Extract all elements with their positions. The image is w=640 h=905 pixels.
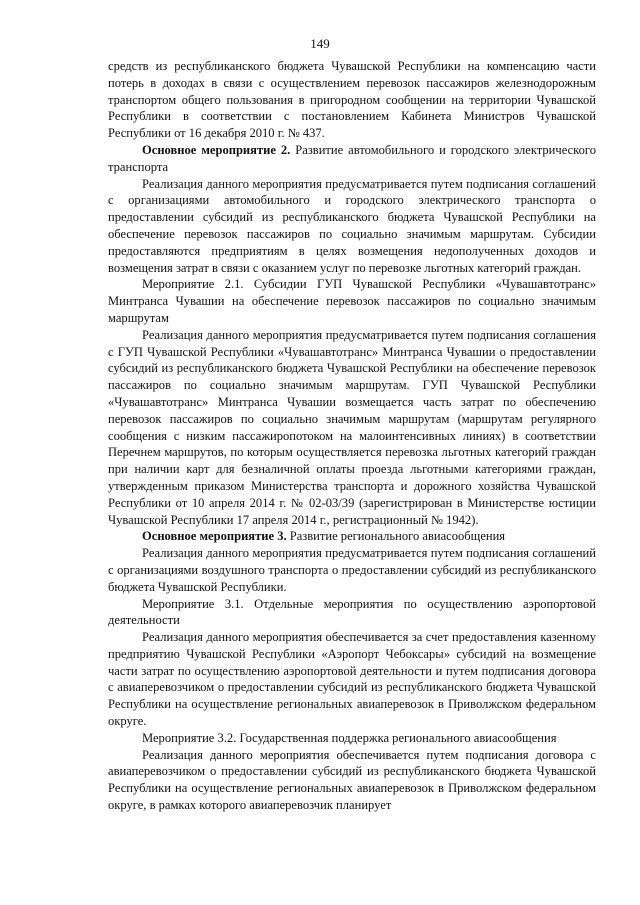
paragraph-activity-3-1-title: Мероприятие 3.1. Отдельные мероприятия по осуществлению аэропортовой деятельности (108, 596, 596, 628)
heading-main-activity-3 (108, 528, 596, 545)
paragraph-activity-2-1-title: Мероприятие 2.1. Субсидии ГУП Чувашской Республики «Чувашавтотранс» Минтранса Чувашии на обеспечение перевозок пассажиров по социально значимым маршрутам (108, 277, 596, 325)
heading-main-activity-2 (108, 142, 596, 176)
paragraph-activity-3-2-title: Мероприятие 3.2. Государственная поддержка регионального авиасообщения (142, 730, 557, 745)
paragraph-activity-3-description: Реализация данного мероприятия предусматривается путем подписания соглашений с организациями воздушного транспорта о предоставлении субсидий из республиканского бюджета Чувашской Республики. (108, 546, 596, 594)
main-activity-2-title: Развитие автомобильного и городского электрического транспорта (108, 142, 596, 174)
document-body (108, 58, 596, 814)
paragraph-activity-3-1-description: Реализация данного мероприятия обеспечивается за счет предоставления казенному предприятию Чувашской Республики «Аэропорт Чебоксары» субсидий на возмещение части затрат по осуществлению аэропортовой деятельности и путем подписания договора с авиаперевозчиком о предоставлении субсидий из республиканского бюджета Чувашской Республики на осуществление региональных авиаперевозок в Приволжском федеральном округе. (108, 630, 596, 729)
main-activity-3-label: Основное мероприятие 3. (142, 529, 287, 544)
paragraph-rail-subsidy: средств из республиканского бюджета Чувашской Республики на компенсацию части потерь в доходах в связи с осуществлением перевозок пассажиров железнодорожным транспортом общего пользования в пригородном сообщении на территории Чувашской Республики в соответствии с постановлением Кабинета Министров Чувашской Республики от 16 декабря 2010 г. № 437. (108, 59, 596, 141)
paragraph-activity-2-description: Реализация данного мероприятия предусматривается путем подписания соглашений с организациями автомобильного и городского электрического транспорта о предоставлении субсидий из республиканского бюджета Чувашской Республики на обеспечение перевозок пассажиров по социально значимым маршрутам. Субсидии предоставляются предприятиям в целях возмещения недополученных доходов и возмещения затрат в связи с оказанием услуг по перевозке льготных категорий граждан. (108, 176, 596, 275)
paragraph-activity-2-1-description: Реализация данного мероприятия предусматривается путем подписания соглашения с ГУП Чувашской Республики «Чувашавтотранс» Минтранса Чувашии о предоставлении субсидий из республиканского бюджета Чувашской Республики на обеспечение перевозок пассажиров по социально значимым маршрутам. ГУП Чувашской Республики «Чувашавтотранс» Минтранса Чувашии возмещается часть затрат по обеспечению перевозок пассажиров по социально значимым маршрутам (маршрутам регулярного сообщения с низким пассажиропотоком на малоинтенсивных линиях) в соответствии Перечнем маршрутов, по которым осуществляется перевозка льготных категорий граждан при наличии карт для безналичной оплаты проезда льготными категориями граждан, утвержденным приказом Министерства транспорта и дорожного хозяйства Чувашской Республики от 10 апреля 2014 г. № 02-03/39 (зарегистрирован в Министерстве юстиции Чувашской Республики 17 апреля 2014 г., регистрационный № 1942). (108, 327, 596, 527)
page-number: 149 (310, 36, 330, 51)
main-activity-3-title: Развитие регионального авиасообщения (286, 529, 506, 544)
main-activity-2-label: Основное мероприятие 2. (142, 142, 291, 157)
paragraph-activity-3-2-description: Реализация данного мероприятия обеспечивается путем подписания договора с авиаперевозчиком о предоставлении субсидий из республиканского бюджета Чувашской Республики на осуществление региональных авиаперевозок в Приволжском федеральном округе, в рамках которого авиаперевозчик планирует (108, 747, 596, 813)
